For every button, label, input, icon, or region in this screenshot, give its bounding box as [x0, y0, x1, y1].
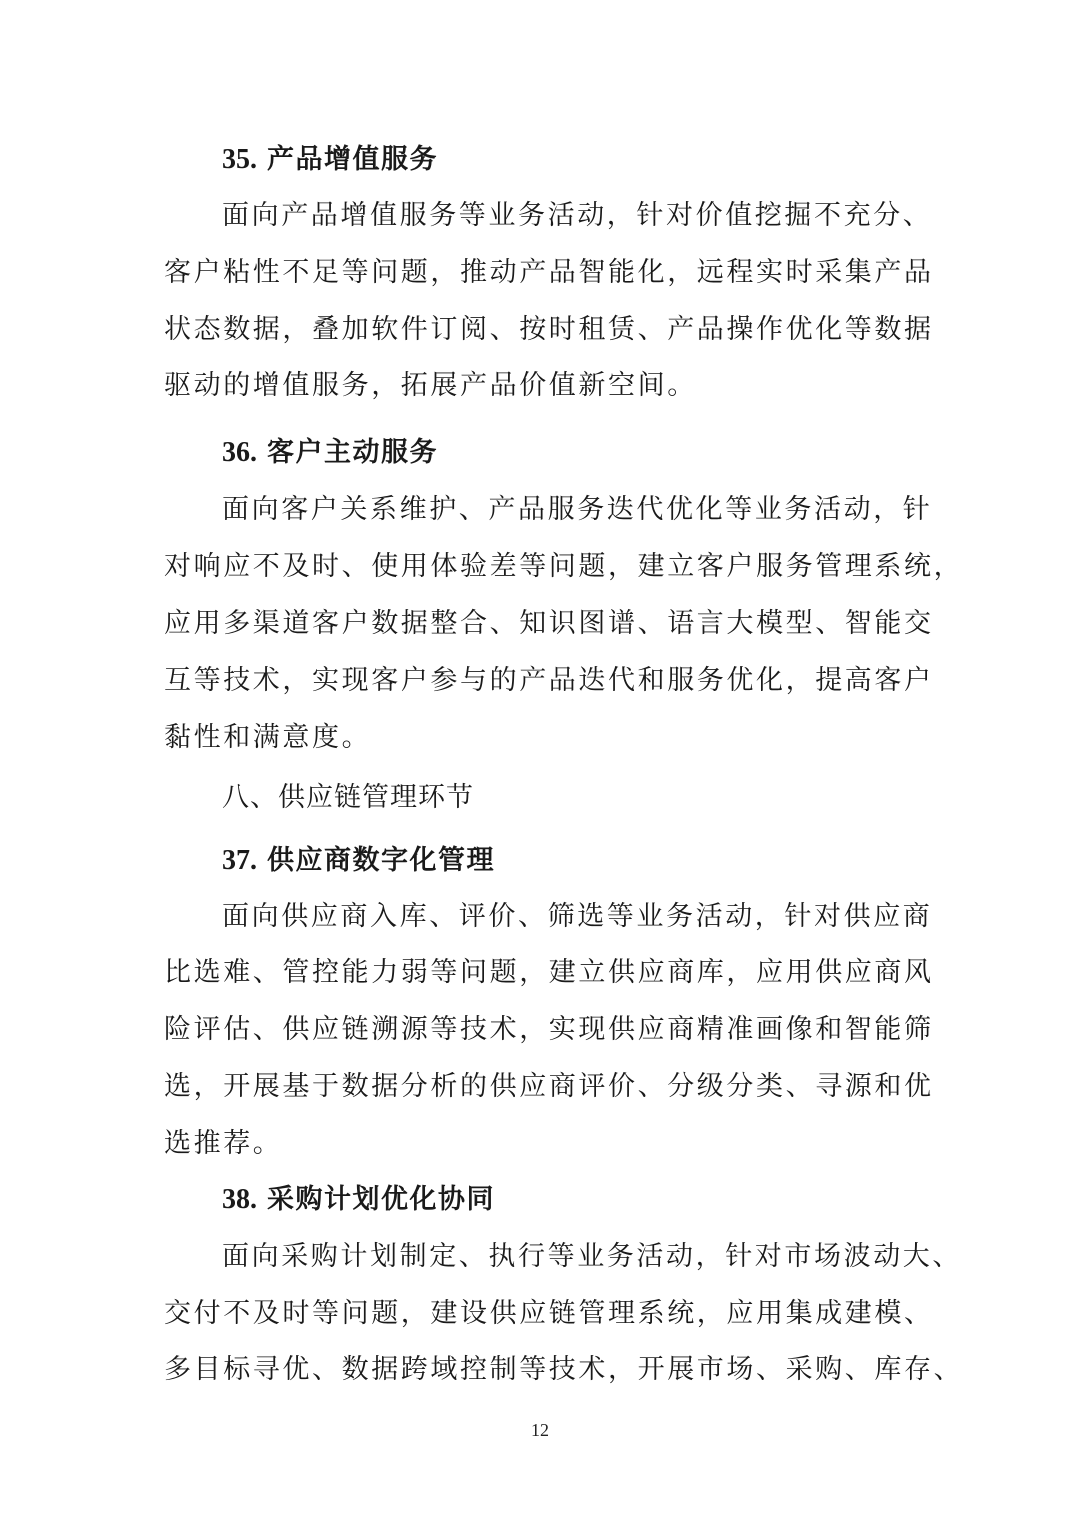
paragraph-line: 应用多渠道客户数据整合、知识图谱、语言大模型、智能交 [164, 608, 934, 639]
paragraph-line: 险评估、供应链溯源等技术，实现供应商精准画像和智能筛 [164, 1014, 934, 1045]
item-title: 采购计划优化协同 [267, 1184, 495, 1215]
item-heading-37 [222, 841, 495, 881]
item-number: 38. [222, 1184, 257, 1215]
item-title: 供应商数字化管理 [267, 845, 495, 876]
paragraph-line: 交付不及时等问题，建设供应链管理系统，应用集成建模、 [164, 1298, 934, 1329]
paragraph-line: 选，开展基于数据分析的供应商评价、分级分类、寻源和优 [164, 1071, 934, 1102]
item-heading-38 [222, 1180, 495, 1220]
item-heading-35 [222, 140, 438, 180]
paragraph-line: 黏性和满意度。 [164, 722, 372, 753]
item-heading-36 [222, 433, 438, 473]
paragraph-line: 选推荐。 [164, 1128, 283, 1159]
paragraph-line: 客户粘性不足等问题，推动产品智能化，远程实时采集产品 [164, 257, 934, 288]
paragraph-line: 对响应不及时、使用体验差等问题，建立客户服务管理系统， [164, 551, 964, 582]
page-number: 12 [531, 1420, 549, 1440]
paragraph-line: 驱动的增值服务，拓展产品价值新空间。 [164, 370, 697, 401]
item-number: 37. [222, 845, 257, 876]
paragraph-line: 面向产品增值服务等业务活动，针对价值挖掘不充分、 [222, 200, 933, 231]
paragraph-line: 互等技术，实现客户参与的产品迭代和服务优化，提高客户 [164, 665, 934, 696]
section-heading: 八、供应链管理环节 [222, 782, 474, 813]
paragraph-line: 比选难、管控能力弱等问题，建立供应商库，应用供应商风 [164, 957, 934, 988]
paragraph-line: 面向供应商入库、评价、筛选等业务活动，针对供应商 [222, 901, 933, 932]
item-title: 客户主动服务 [267, 437, 438, 468]
paragraph-line: 面向采购计划制定、执行等业务活动，针对市场波动大、 [222, 1241, 962, 1272]
item-title: 产品增值服务 [267, 144, 438, 175]
paragraph-line: 多目标寻优、数据跨域控制等技术，开展市场、采购、库存、 [164, 1354, 964, 1385]
item-number: 35. [222, 144, 257, 175]
paragraph-line: 面向客户关系维护、产品服务迭代优化等业务活动，针 [222, 494, 933, 525]
item-number: 36. [222, 437, 257, 468]
paragraph-line: 状态数据，叠加软件订阅、按时租赁、产品操作优化等数据 [164, 314, 934, 345]
